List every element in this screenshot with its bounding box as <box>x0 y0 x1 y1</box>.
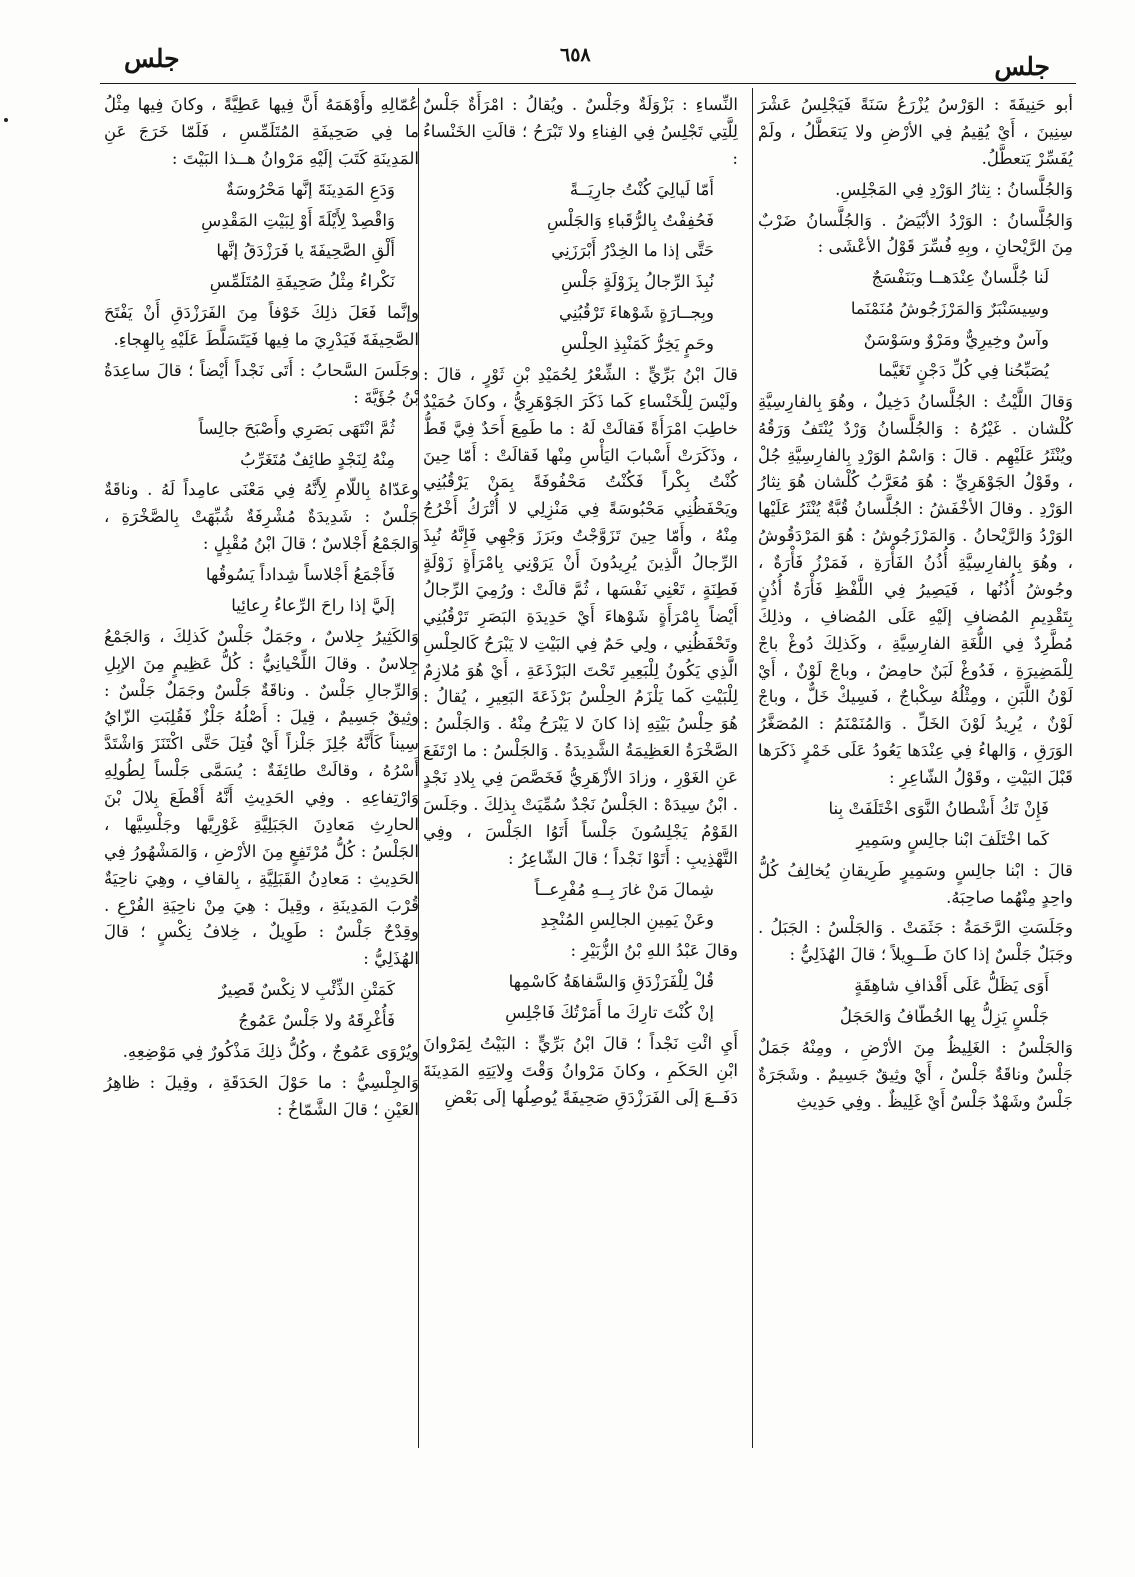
verse-line: أَمّا لَيالِيَ كُنْتُ جارِيَــةً <box>569 179 714 199</box>
paragraph: وجَلَسَ السَّحابُ : أَتَى نَجْداً أَيْضاً ؛ قالَ ساعِدَةُ بْنُ جُؤَيَّةَ : <box>104 360 419 407</box>
paragraph: وَقالَ اللَّيْثُ : الجُلَّسانُ دَخِيلٌ ، وهُوَ بِالفارِسِيَّةِ كُلْشان . غَيْرُهُ : وَالجُلَّسانُ وَرْدٌ يُنْتَفُ وَرَقُهُ ويُنْثَرُ عَلَيْهِم . قالَ : وَاسْمُ الوَرْدِ بِالفارِسِيَّةِ جُلْ ، وقَوْلُ الجَوْهَرِيِّ : هُوَ مُعَرَّبُ كُلْشان هُوَ نِثارُ الوَرْدِ . وقالَ الأخْفَشُ : الجُلَّسانُ قُبَّةٌ يُنْثَرُ عَلَيْها الوَرْدُ وَالرَّيْحانُ . وَالمَرْزَجُوشُ : هُوَ المَرْدَقُوشُ ، وهُوَ بِالفارِسِيَّةِ أُذُنُ الفَأْرَةِ ، فَمَرْزُ فَأْرَةٌ ، وجُوشُ أُذُنُها ، فَيَصِيرُ فِي اللَّفْظِ فَأْرَةُ أُذُنٍ بِتَقْدِيمِ المُضافِ إلَيْهِ عَلَى المُضافِ ، وذلِكَ مُطَّرِدٌ فِي اللُّغَةِ الفارِسِيَّةِ ، وكَذلِكَ دُوغْ باجْ لِلْمَضِيرَةِ ، فَدُوغْ لَبَنٌ حامِضٌ ، وباجْ لَوْنٌ ، أَيْ لَوْنُ اللَّبَنِ ، ومِثْلُهُ سِكْباجٌ ، فَسِيكْ خَلٌّ ، وباجْ لَوْنٌ ، يُرِيدُ لَوْنَ الخَلِّ . وَالمُنَمْنَمُ : المُصَغَّرُ الوَرَقِ ، وَالهاءُ فِي عِنْدَها يَعُودُ عَلَى خَمْرٍ ذَكَرَها قَبْلَ البَيْتِ ، وقَوْلُ الشّاعِرِ : <box>758 391 1073 787</box>
paragraph: عُمّالِهِ وأَوْهَمَهُ أَنَّ فِيها عَطِيَّةً ، وكانَ فِيها مِثْلُ ما فِي صَحِيفَةِ المُتَلَمِّسِ ، فَلَمّا خَرَجَ عَنِ المَدِينَةِ كَتَبَ إلَيْهِ مَرْوانُ هــذا البَيْتَ : <box>104 95 419 168</box>
verse-line: وسِيسَنْبَرٌ وَالمَرْزَجُوشُ مُنَمْنَما <box>850 299 1049 319</box>
verse-line: نُبِذَ الرِّجالُ بِزَوْلَةٍ جَلْسِ <box>561 272 714 292</box>
verse-line: شِمالَ مَنْ غارَ بِــهِ مُفْرِعــاً <box>534 879 714 899</box>
paragraph: ويُرْوَى عَمُوجٌ ، وكُلُّ ذلِكَ مَذْكُورٌ فِي مَوْضِعِهِ. <box>122 1041 419 1061</box>
column-right <box>758 92 1073 1120</box>
verse-line: قُلْ لِلْفَرَزْدَقِ وَالسَّفاهَةُ كَاسْمِها <box>508 972 714 992</box>
verse-line: حَتَّى إذا ما الخِدْرُ أَبْرَزَنِي <box>551 241 714 261</box>
verse-line: نَكْراءُ مِثْلُ صَحِيفَةِ المُتَلَمِّسِ <box>209 272 395 292</box>
paragraph: قالَ ابْنُ بَرِّيٍّ : الشِّعْرُ لِحُمَيْدِ بْنِ ثَوْرٍ ، قالَ : ولَيْسَ لِلْخَنْساءِ كَما ذَكَرَ الجَوْهَرِيُّ ، وكانَ حُمَيْدٌ خاطِبَ امْرَأَةً فَقالَتْ لَهُ : ما طَمِعَ أَحَدٌ فِيَّ قَطُّ ، وذَكَرَتْ أَسْبابَ اليَأْسِ مِنْها فَقالَتْ : أَمّا حِينَ كُنْتُ بِكْراً فَكُنْتُ مَحْفُوفَةً بِمَنْ يَرْقُبُنِي ويَحْفَظُنِي مَحْبُوسَةً فِي مَنْزِلِي لا أُتْرَكُ أَخْرُجُ مِنْهُ ، وأَمّا حِينَ تَزَوَّجْتُ وبَرَزَ وَجْهِي فَإِنَّهُ نُبِذَ الرِّجالُ الَّذِينَ يُرِيدُونَ أَنْ يَرَوْنِي بِامْرَأَةٍ زَوْلَةٍ فَطِنَةٍ ، تَعْنِي نَفْسَها ، ثُمَّ قالَتْ : ورُمِيَ الرِّجالُ أَيْضاً بِامْرَأَةٍ شَوْهاءَ أَيْ حَدِيدَةِ البَصَرِ تَرْقُبُنِي وتَحْفَظُنِي ، ولِي حَمٌ فِي البَيْتِ لا يَبْرَحُ كَالحِلْسِ الَّذِي يَكُونُ لِلْبَعِيرِ تَحْتَ البَرْذَعَةِ ، أَيْ هُوَ مُلازِمٌ لِلْبَيْتِ كَما يَلْزَمُ الحِلْسُ بَرْذَعَةَ البَعِيرِ ، يُقالُ : هُوَ حِلْسُ بَيْتِهِ إذا كانَ لا يَبْرَحُ مِنْهُ . وَالجَلْسُ : الصَّخْرَةُ العَظِيمَةُ الشَّدِيدَةُ . وَالجَلْسُ : ما ارْتَفَعَ عَنِ الغَوْرِ ، وزادَ الأزْهَرِيُّ فَخَصَّصَ فِي بِلادِ نَجْدٍ . ابْنُ سِيدَهْ : الجَلْسُ نَجْدٌ سُمِّيَتْ بِذلِكَ . وجَلَسَ القَوْمُ يَجْلِسُونَ جَلْساً أَتَوُا الجَلْسَ ، وفِي التَّهْذِيبِ : أَتَوْا نَجْداً ؛ قالَ الشّاعِرُ : <box>423 364 738 868</box>
verse-line: إنْ كُنْتَ تارِكَ ما أَمَرْتُكَ فَاجْلِسِ <box>505 1003 714 1022</box>
column-left <box>104 92 419 1128</box>
margin-dot <box>4 118 8 122</box>
paragraph: أَيِ ائْتِ نَجْداً ؛ قالَ ابْنُ بَرِّيٍّ : البَيْتُ لِمَرْوانَ ابْنِ الحَكَمِ ، وكانَ مَرْوانُ وَقْتَ وِلايَتِهِ المَدِينَةَ دَفَــعَ إلَى الفَرَزْدَقِ صَحِيفَةً يُوصِلُها إلَى بَعْضِ <box>423 1033 738 1107</box>
verse-line: وآسٌ وخِيرِيٌّ ومَرْوٌ وسَوْسَنٌ <box>863 330 1049 349</box>
paragraph: وجَلَسَتِ الرَّخَمَةُ : جَثَمَتْ . وَالجَلْسُ : الجَبَلُ . وجَبَلٌ جَلْسٌ إذا كانَ طَــوِيلاً ؛ قالَ الهُذَلِيُّ : <box>758 918 1073 965</box>
running-headword-right: جلس <box>994 52 1050 81</box>
verse-line: فَإِنْ تَكُ أَشْطانُ النَّوَى اخْتَلَفَتْ بِنا <box>828 798 1049 818</box>
verse-line: ثُمَّ انْتَهَى بَصَرِي وأَصْبَحَ جالِساً <box>198 418 395 438</box>
verse-line: إلَيَّ إذا راحَ الرِّعاءُ رِعائِيا <box>231 595 395 615</box>
verse-line: وعَنْ يَمِينِ الجالِسِ المُنْجِدِ <box>540 910 714 930</box>
verse-line: وحَمٍ يَخِرُّ كَمَنْبِذِ الحِلْسِ <box>561 334 714 353</box>
verse-line: فَأُغْرِقَهُ ولا جَلْسٌ عَمُوجُ <box>238 1011 395 1030</box>
verse-line: فَحُفِفْتُ بِالرُّقَباءِ وَالجَلْسِ <box>547 210 714 230</box>
paragraph: النِّساءِ : بَزْوَلَةٌ وجَلْسٌ . ويُقالُ : امْرَأَةٌ جَلْسٌ لِلَّتِي تَجْلِسُ فِي الفِناءِ ولا تَبْرَحُ ؛ قالَتِ الخَنْساءُ : <box>423 95 738 168</box>
page-header <box>100 44 1080 82</box>
verse-line: كَمَتْنِ الذِّئْبِ لا نِكْسٌ قَصِيرٌ <box>218 980 395 1000</box>
paragraph: وَالجِلْسِيُّ : ما حَوْلَ الحَدَقَةِ ، وقِيلَ : ظاهِرُ العَيْنِ ؛ قالَ الشَّمّاخُ : <box>104 1072 419 1119</box>
column-middle <box>423 92 738 1116</box>
paragraph: وعَدّاهُ بِاللّامِ لِأَنَّهُ فِي مَعْنَى عامِداً لَهُ . وناقَةٌ جَلْسٌ : شَدِيدَةٌ مُشْرِفَةٌ شُبِّهَتْ بِالصَّخْرَةِ ، وَالجَمْعُ أَجْلاسٌ ؛ قالَ ابْنُ مُقْبِلٍ : <box>104 480 419 554</box>
verse-line: مِنْهُ لِنَجْدٍ طائِفٌ مُتَغَرِّبُ <box>240 449 395 469</box>
verse-line: أَوَى يَظَلُّ عَلَى أَقْذافِ شاهِقَةٍ <box>854 976 1049 996</box>
running-headword-left: جلس <box>124 44 180 73</box>
paragraph: وقالَ عَبْدُ اللهِ بْنُ الزُّبَيْرِ : <box>570 941 738 961</box>
paragraph: وَالجَلْسُ : الغَلِيظُ مِنَ الأرْضِ ، ومِنْهُ جَمَلٌ جَلْسٌ وناقَةٌ جَلْسٌ ، أَيْ وثِيقٌ جَسِيمٌ . وشَجَرَةٌ جَلْسٌ وشَهْدٌ جَلْسٌ أَيْ غَلِيظٌ . وفِي حَدِيثِ <box>758 1037 1073 1111</box>
verse-line: وَاقْصِدْ لِأَيْلَةَ أَوْ لِبَيْتِ المَقْدِسِ <box>201 210 395 230</box>
paragraph: وإنَّما فَعَلَ ذلِكَ خَوْفاً مِنَ الفَرَزْدَقِ أَنْ يَفْتَحَ الصَّحِيفَةَ فَيَدْرِيَ ما فِيها فَيَتَسَلَّطَ عَلَيْهِ بِالهِجاءِ. <box>104 303 419 349</box>
column-divider <box>752 88 753 1448</box>
paragraph: وَالجُلَّسانُ : نِثارُ الوَرْدِ فِي المَجْلِسِ. <box>835 179 1073 199</box>
verse-line: يُصَبِّحُنا فِي كُلِّ دَجْنٍ تَغَيَّما <box>878 360 1049 380</box>
verse-line: أَلْقِ الصَّحِيفَةَ يا فَرَزْدَقُ إنَّها <box>216 241 395 261</box>
verse-line: وبِجــارَةٍ شَوْهاءَ تَرْقُبُنِي <box>558 303 714 323</box>
verse-line: كَما اخْتَلَفَ ابْنا جالِسٍ وسَمِيرِ <box>856 829 1049 849</box>
paragraph: قالَ : ابْنا جالِسٍ وسَمِيرٍ طَرِيقانِ يُخالِفُ كُلُّ واحِدٍ مِنْهُما صاحِبَهُ. <box>758 860 1073 907</box>
page-number: ٦٥٨ <box>560 44 591 66</box>
verse-line: جَلْسٍ يَزِلُّ بِها الخُطّافُ وَالحَجَلُ <box>839 1007 1049 1026</box>
paragraph: أبو حَنِيفَةَ : الوَرْسُ يُزْرَعُ سَنَةً فَيَجْلِسُ عَشْرَ سِنِينَ ، أَيْ يُقِيمُ فِي الأرْضِ ولا يَتعَطَّلُ ، ولَمْ يُفَسِّرْ يَتعطَّلُ. <box>758 95 1073 168</box>
verse-line: وَدَعِ المَدِينَةَ إنَّها مَحْرُوسَةٌ <box>225 179 395 199</box>
verse-line: لَنا جُلَّسانٌ عِنْدَهــا وبَنَفْسَجٌ <box>871 268 1049 288</box>
header-rule <box>100 83 1076 84</box>
paragraph: وَالكَثِيرُ جِلاسٌ ، وجَمَلٌ جَلْسٌ كَذلِكَ ، وَالجَمْعُ جِلاسٌ . وقالَ اللِّحْيانِيُّ : كُلُّ عَظِيمٍ مِنَ الإبِلِ وَالرِّجالِ جَلْسٌ . وناقَةٌ جَلْسٌ وجَمَلٌ جَلْسٌ : وثِيقٌ جَسِيمٌ ، قِيلَ : أَصْلُهُ جَلْزٌ فَقُلِبَتِ الزّايُ سِيناً كَأَنَّهُ جُلِزَ جَلْزاً أَيْ فُتِلَ حَتَّى اكْتَنَزَ وَاشْتَدَّ أَسْرُهُ ، وقالَتْ طائِفَةٌ : يُسَمَّى جَلْساً لِطُولِهِ وَارْتِفاعِهِ . وفِي الحَدِيثِ أَنَّهُ أَقْطَعَ بِلالَ بْنَ الحارِثِ مَعادِنَ الجَبَلِيَّةِ غَوْرِيَّها وجَلْسِيَّها ، الجَلْسُ : كُلُّ مُرْتَفِعٍ مِنَ الأرْضِ ، وَالمَشْهُورُ فِي الحَدِيثِ : مَعادِنُ القَبَلِيَّةِ ، بِالقافِ ، وهِيَ ناحِيَةٌ قُرْبَ المَدِينَةِ ، وقِيلَ : هِيَ مِنْ ناحِيَةِ الفُرْعِ . وقِدْحٌ جَلْسٌ : طَوِيلٌ ، خِلافُ نِكْسٍ ؛ قالَ الهُذَلِيُّ : <box>104 626 419 969</box>
verse-line: فَأَجْمَعُ أَجْلاساً شِداداً يَسُوقُها <box>205 565 395 584</box>
paragraph: وَالجُلَّسانُ : الوَرْدُ الأبْيَضُ . وَالجُلَّسانُ ضَرْبٌ مِنَ الرَّيْحانِ ، وبِهِ فُسِّرَ قَوْلُ الأعْشَى : <box>758 210 1073 257</box>
